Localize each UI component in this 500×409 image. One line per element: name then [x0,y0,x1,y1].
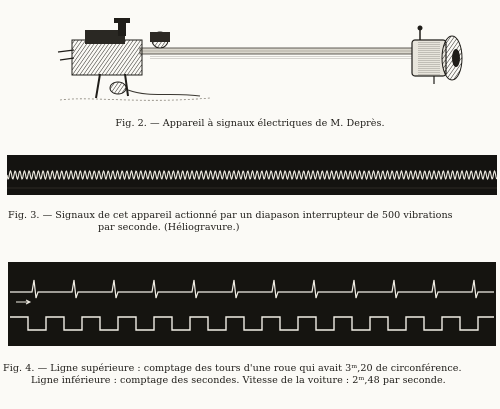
wheel-and-seconds-traces [8,262,496,346]
caption-line-1: Fig. 4. — Ligne supérieure : comptage des tours d'une roue qui avait 3ᵐ,20 de circonférence. [3,363,462,374]
figure-4-signal-strip [8,262,496,346]
figure-4-caption [3,363,497,387]
figure-2-caption [0,118,500,130]
caption-line-2: par seconde. (Héliogravure.) [98,222,240,233]
caption-line-2: Ligne inférieure : comptage des secondes. Vitesse de la voiture : 2ᵐ,48 par seconde. [31,375,446,386]
figure-3-signal-strip [7,155,497,195]
figure-3-caption [8,210,498,234]
figure-2 [0,0,500,150]
caption-text: Fig. 2. — Appareil à signaux électriques de M. Deprès. [115,118,385,129]
signal-apparatus-engraving [0,0,500,115]
caption-line-1: Fig. 3. — Signaux de cet appareil actionné par un diapason interrupteur de 500 vibrations [8,210,453,221]
tuning-fork-signal-trace [7,155,497,195]
